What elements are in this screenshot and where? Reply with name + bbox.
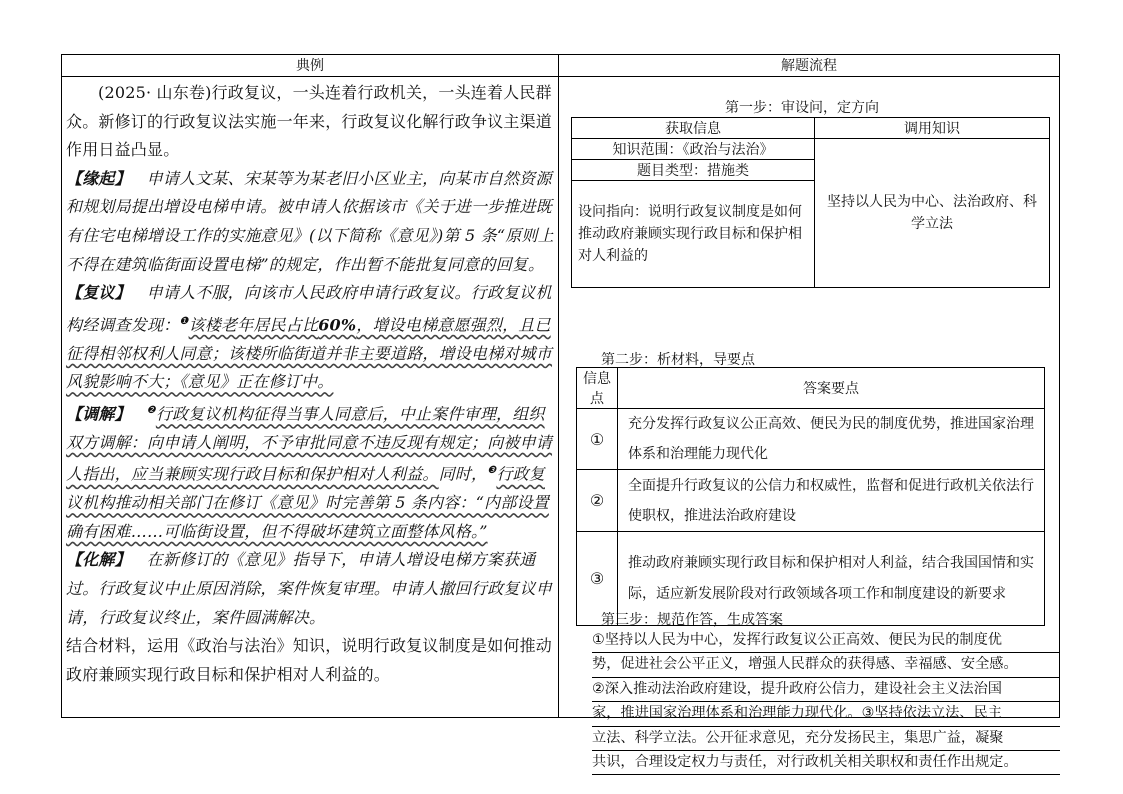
header-example: 典例 xyxy=(62,55,558,77)
intro-source: (2025· 山东卷) xyxy=(98,83,212,102)
step1-table xyxy=(571,117,1050,288)
mediate-mid: 同时， xyxy=(438,464,488,484)
answer-line: 立法、科学立法。公开征求意见，充分发扬民主，集思广益，凝聚 xyxy=(592,727,1060,751)
question-paragraph: 结合材料，运用《政治与法治》知识，说明行政复议制度是如何推动政府兼顾实现行政目标和保护相对人利益的。 xyxy=(66,636,553,684)
intro-paragraph xyxy=(66,79,554,165)
review-underlined-b: ，增设电梯意愿强烈，且已征得相邻权利人同意；该楼所临街道并非主要道路，增设电梯对城市风貌影响不大；《意见》正在修订中。 xyxy=(66,315,553,392)
answer-line: 家，推进国家治理体系和治理能力现代化。③坚持依法立法、民主 xyxy=(592,702,1060,726)
resolve-text: 在新修订的《意见》指导下，申请人增设电梯方案获通过。行政复议中止原因消除，案件恢复审理。申请人撤回行政复议申请，行政复议终止，案件圆满解决。 xyxy=(66,550,553,627)
resolve-paragraph xyxy=(66,546,554,632)
intro-text: 行政复议，一头连着行政机关，一头连着人民群众。新修订的行政复议法实施一年来，行政复议化解行政争议主渠道作用日益凸显。 xyxy=(66,83,553,160)
step2-title: 第二步：析材料，导要点 xyxy=(601,352,755,368)
answer-line: 共识，合理设定权力与责任，对行政机关相关职权和责任作出规定。 xyxy=(592,751,1060,775)
cause-paragraph xyxy=(66,165,554,279)
point-mark: ③ xyxy=(577,532,618,626)
col-point-header: 信息点 xyxy=(577,368,618,409)
answer-line: 势，促进社会公平正义，增强人民群众的获得感、幸福感、安全感。 xyxy=(592,653,1060,677)
review-underlined-a: 该楼老年居民占比 xyxy=(188,315,319,335)
question-direction: 设问指向：说明行政复议制度是如何推动政府兼顾实现行政目标和保护相对人利益的 xyxy=(572,181,815,288)
mediate-label: 【调解】 xyxy=(66,404,131,424)
marker-3: ❸ xyxy=(487,465,497,477)
answer-point: 全面提升行政复议的公信力和权威性，监督和促进行政机关依法行使职权，推进法治政府建设 xyxy=(618,470,1045,532)
answer-line: ①坚持以人民为中心，发挥行政复议公正高效、便民为民的制度优 xyxy=(592,629,1060,653)
step3-title: 第三步：规范作答，生成答案 xyxy=(601,612,783,628)
answer-point: 推动政府兼顾实现行政目标和保护相对人利益，结合我国国情和实际，适应新发展阶段对行政领域各项工作和制度建设的新要求 xyxy=(618,532,1045,626)
step2-table xyxy=(576,367,1045,626)
marker-2: ❷ xyxy=(146,404,156,416)
final-answer xyxy=(592,629,1060,775)
answer-point: 充分发挥行政复议公正高效、便民为民的制度优势，推进国家治理体系和治理能力现代化 xyxy=(618,409,1045,470)
main-table xyxy=(61,54,1060,771)
resolve-label: 【化解】 xyxy=(66,550,131,570)
knowledge-scope: 知识范围：《政治与法治》 xyxy=(572,139,815,160)
mediate-underlined-2: 行政复议机构推动相关部门在修订《意见》时完善第 5 条内容：“内部设置确有困难……可临街设置，但不得破坏建筑立面整体风格。” xyxy=(66,464,549,541)
cause-text: 申请人文某、宋某等为某老旧小区业主，向某市自然资源和规划局提出增设电梯申请。被申请人依据该市《关于进一步推进既有住宅电梯增设工作的实施意见》(以下简称《意见》)第 5 条“原则上不得在建筑临街面设置电梯”的规定，作出暂不能批复同意的回复。 xyxy=(66,168,554,274)
review-text: 申请人不服，向该市人民政府申请行政复议。行政复议机构经调查发现： xyxy=(66,283,552,335)
review-paragraph xyxy=(66,279,554,397)
process-column xyxy=(560,77,1060,771)
col-answer-header: 答案要点 xyxy=(618,368,1045,409)
review-percent: 60% xyxy=(318,315,357,335)
header-process: 解题流程 xyxy=(559,55,1059,77)
example-text xyxy=(66,79,554,689)
col-knowledge-header: 调用知识 xyxy=(815,118,1050,139)
knowledge-content: 坚持以人民为中心、法治政府、科学立法 xyxy=(815,139,1050,288)
review-label: 【复议】 xyxy=(66,283,131,303)
cause-label: 【缘起】 xyxy=(66,168,131,188)
point-mark: ② xyxy=(577,470,618,532)
question-type: 题目类型：措施类 xyxy=(572,160,815,181)
mediate-paragraph xyxy=(66,397,554,547)
column-divider xyxy=(558,55,559,717)
point-mark: ① xyxy=(577,409,618,470)
answer-line: ②深入推动法治政府建设，提升政府公信力，建设社会主义法治国 xyxy=(592,678,1060,702)
step1-title: 第一步：审设问，定方向 xyxy=(725,100,879,116)
mediate-underlined: 行政复议机构征得当事人同意后，中止案件审理，组织双方调解：向申请人阐明，不予审批同意不违反现有规定；向被申请人指出，应当兼顾实现行政目标和保护相对人利益。 xyxy=(66,404,553,484)
col-info-header: 获取信息 xyxy=(572,118,815,139)
marker-1: ❶ xyxy=(179,315,189,327)
